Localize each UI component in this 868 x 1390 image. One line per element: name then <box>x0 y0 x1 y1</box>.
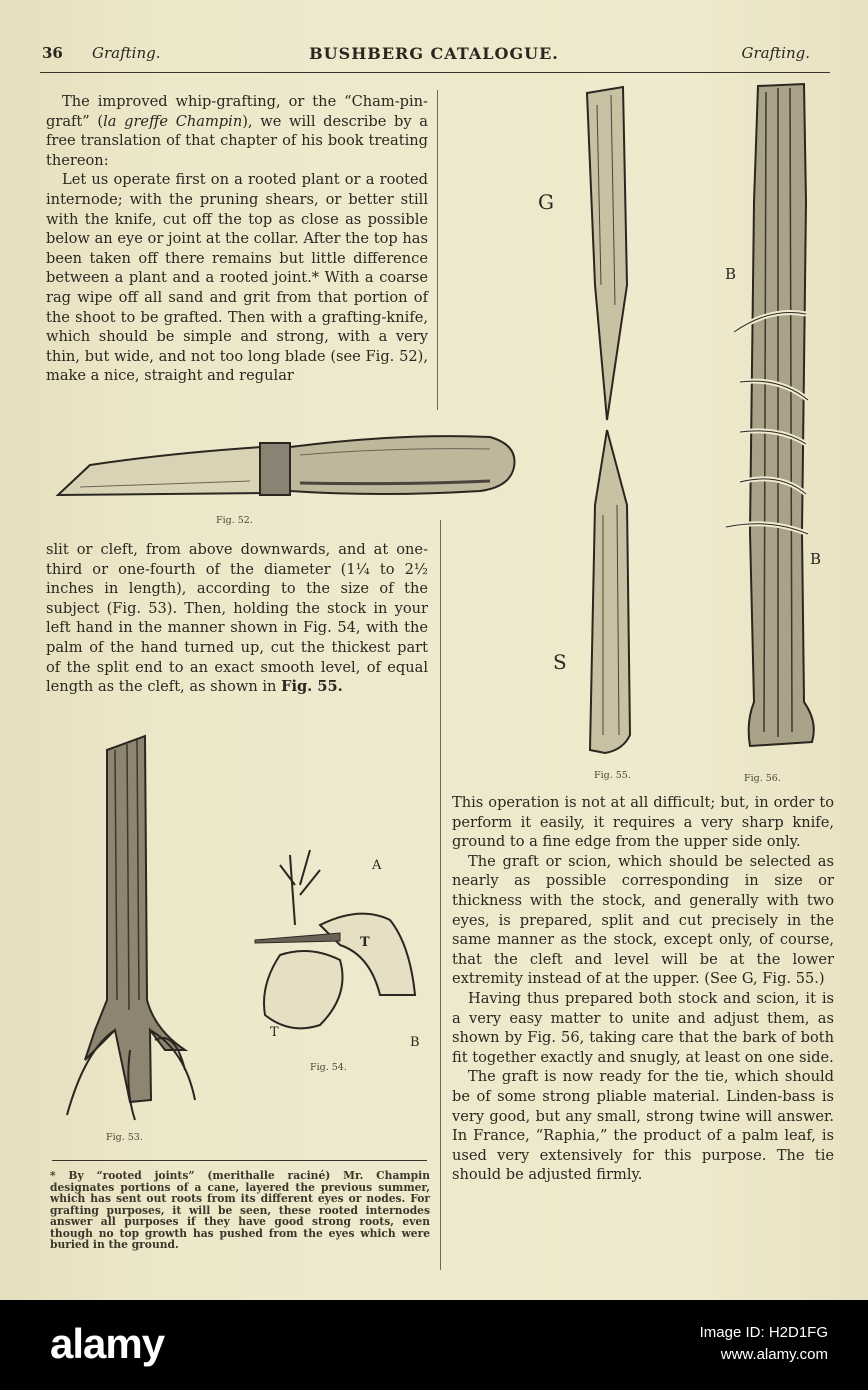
figure-label-b: B <box>725 265 737 283</box>
split-stock-scion-illustration <box>575 85 645 765</box>
column-divider <box>440 520 441 1270</box>
image-id: Image ID: H2D1FG <box>699 1324 828 1341</box>
figure-label-t: T <box>270 1025 279 1040</box>
watermark-url: www.alamy.com <box>720 1346 828 1363</box>
left-column-middle <box>46 540 428 697</box>
figure-caption: Fig. 55. <box>594 770 631 781</box>
footnote-rule <box>52 1160 427 1161</box>
figure-label-b: B <box>410 1035 420 1050</box>
figure-label-a: A <box>372 858 382 873</box>
figure-caption: Fig. 53. <box>106 1132 143 1143</box>
page-number: 36 <box>42 44 63 62</box>
watermark-bar <box>0 1300 868 1390</box>
figure-label-t: T <box>360 935 370 950</box>
image-id-block <box>700 1322 828 1366</box>
paragraph: slit or cleft, from above downwards, and at one-third or one-fourth of the diameter (1¼ to 2½ inches in length), according to the size of the subject (Fig. 53). Then, holding the stock in your left hand in the manner shown in Fig. 54, with the palm of the hand turned up, cut the thickest part of the split end to an exact smooth level, of equal length as the cleft, as shown in Fig. 55. <box>46 541 428 696</box>
right-column <box>452 793 834 1185</box>
paragraph: Having thus prepared both stock and scion, it is a very easy matter to unite and adjust them, as shown by Fig. 56, taking care that the bark of both fit together exactly and snugly, at least on one side. <box>452 989 834 1066</box>
figure-caption: Fig. 54. <box>310 1062 347 1073</box>
running-head-right: Grafting. <box>741 44 810 62</box>
figure-caption: Fig. 52. <box>216 515 253 526</box>
figure-caption: Fig. 56. <box>744 773 781 784</box>
figure-label-g: G <box>538 190 554 214</box>
paragraph: The improved whip-grafting, or the “Cham-pin-graft” (la greffe Champin), we will describe by a free translation of that chapter of his book treating thereon: <box>46 93 428 169</box>
column-divider-top <box>437 90 438 410</box>
alamy-logo: alamy <box>50 1320 165 1367</box>
rooted-stock-illustration <box>55 730 215 1130</box>
paragraph: This operation is not at all difficult; but, in order to perform it easily, it requires a very sharp knife, ground to a fine edge from the upper side only. <box>452 794 834 851</box>
grafting-knife-illustration <box>50 425 520 505</box>
paragraph: The graft is now ready for the tie, which should be of some strong pliable material. Linden-bass is very good, but any small, strong twine will answer. In France, “Raphia,” the product of a palm leaf, is used very extensively for this purpose. The tie should be adjusted firmly. <box>452 1068 834 1184</box>
footnote: * By “rooted joints” (merithalle raciné) Mr. Champin designates portions of a cane, layered the previous summer, which has sent out roots from its different eyes or nodes. For grafting purposes, it will be seen, these rooted internodes answer all purposes if they have good strong roots, even though no top growth has pushed from the eyes which were buried in the ground. <box>50 1169 430 1251</box>
running-head-left: Grafting. <box>92 44 161 62</box>
paragraph: Let us operate first on a rooted plant or a rooted internode; with the pruning shears, or better still with the knife, cut off the top as close as possible below an eye or joint at the collar. After the top has been taken off there remains but little difference between a plant and a rooted joint.* With a coarse rag wipe off all sand and grit from that portion of the shoot to be grafted. Then with a grafting-knife, which should be simple and strong, with a very thin, but wide, and not too long blade (see Fig. 52), make a nice, straight and regular <box>46 171 428 385</box>
hands-grafting-illustration <box>250 845 430 1045</box>
running-head-title: BUSHBERG CATALOGUE. <box>309 44 559 63</box>
header-rule <box>40 72 830 73</box>
tied-graft-illustration <box>720 82 830 772</box>
paragraph: The graft or scion, which should be selected as nearly as possible corresponding in size or thickness with the stock, and generally with two eyes, is prepared, split and cut precisely in the same manner as the stock, except only, of course, that the cleft and level will be at the lower extremity instead of at the upper. (See G, Fig. 55.) <box>452 852 834 988</box>
figure-label-b: B <box>810 550 822 568</box>
figure-label-s: S <box>553 650 567 674</box>
left-column-top <box>46 92 428 386</box>
